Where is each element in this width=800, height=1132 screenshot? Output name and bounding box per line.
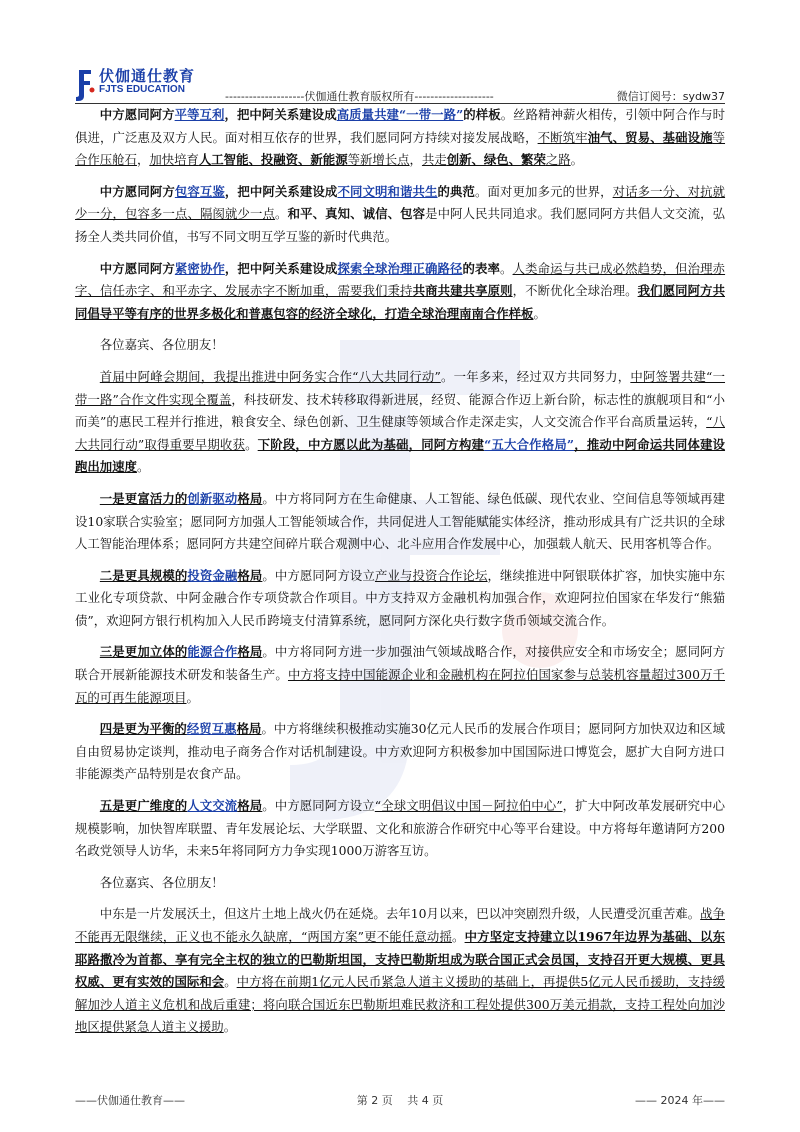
text-run: 五是更广维度的: [99, 798, 188, 814]
paragraph: [75, 903, 725, 1039]
text-run: 。: [452, 929, 465, 944]
wechat-account: 微信订阅号：sydw37: [616, 90, 725, 103]
text-run: 中阿签署共建“一带一路”合作文件实现全覆盖: [75, 368, 726, 407]
text-run: 和平、真知、诚信、包容: [287, 206, 426, 222]
text-run: 中方愿同阿方: [99, 260, 175, 276]
paragraph: [75, 258, 725, 326]
text-run: ，推动中阿命运共同体建设跑出加速度: [75, 436, 726, 475]
text-run: 是中阿人民共同追求。我们愿同阿方共倡人文交流，弘扬全人类共同价值，书写不同文明互学互鉴的新时代典范。: [75, 206, 726, 244]
text-run: 格局: [237, 644, 263, 660]
text-run: ，继续推进中阿银联体扩容，加快实施中东工业化专项贷款、中阿金融合作专项贷款合作项目。中方支持双方金融机构加强合作，欢迎阿拉伯国家在华发行“熊猫债”，欢迎阿方银行机构加入人民币跨境支付清算系统，愿同阿方深化央行数字货币领域交流合作。: [75, 567, 726, 628]
text-run: 共走: [421, 152, 447, 168]
text-run: “全球文明倡议中国－阿拉伯中心”: [374, 798, 563, 814]
copyright-notice: --------------------伏伽通仕教育版权所有--------------------: [225, 90, 494, 103]
text-run: 。一年多来，经过双方共同努力，: [440, 368, 631, 384]
text-run: 中方将在前期1亿元人民币紧急人道主义援助的基础上，再提供5亿元人民币援助，支持缓解加沙人道主义危机和战后重建；将向联合国近东巴勒斯坦难民救济和工程处提供300万美元捐款，支持工程处向加沙地区提供紧急人道主义援助: [75, 974, 725, 1035]
document-body: [75, 104, 725, 1048]
text-run: 格局: [237, 490, 263, 506]
text-run: 。中方将同阿方进一步加强油气领域战略合作，对接供应安全和市场安全；愿同阿方联合开展新能源技术研发和装备生产。: [75, 644, 726, 683]
text-run: 等合作压舱石: [75, 129, 726, 168]
text-run: 格局: [237, 567, 263, 583]
text-run: 中方坚定支持建立以1967年边界为基础、以东耶路撒冷为首都、享有完全主权的独立的巴勒斯坦国，支持巴勒斯坦成为联合国正式会员国，支持召开更大规模、更具权威、更有实效的国际和会: [75, 929, 726, 990]
text-run: ，不断优化全球治理。: [512, 283, 638, 299]
paragraph: [75, 104, 725, 172]
page-footer: [75, 1092, 725, 1110]
text-run: 。: [186, 689, 199, 705]
text-run: 中方愿同阿方: [99, 107, 175, 122]
text-run: 。中方将同阿方在生命健康、人工智能、绿色低碳、现代农业、空间信息等领域再建设10家联合实验室；愿同阿方加强人工智能领域合作，共同促进人工智能赋能实体经济，推动形成具有广泛共识的全球人工智能治理体系；愿同阿方共建空间碎片联合观测中心、北斗应用合作发展中心，加强载人航天、民用客机等合作。: [75, 490, 726, 552]
text-run: “五大合作格局”: [484, 436, 575, 452]
text-run: 平等有序的世界多极化和普惠包容的经济全球化: [112, 305, 373, 321]
text-run: 。中方将继续积极推动实施30亿元人民币的发展合作项目；愿同阿方加快双边和区域自由贸易协定谈判，推动电子商务合作对话机制建设。中方欢迎阿方积极参加中国国际进口博览会，愿扩大自阿方进口非能源类产品特别是农食产品。: [75, 721, 725, 782]
text-run: 首届中阿峰会期间，我提出推进中阿务实合作“八大共同行动”: [99, 368, 441, 384]
logo-chinese-name: 伏伽通仕教育: [99, 67, 196, 85]
text-run: 。: [224, 974, 237, 990]
text-run: ，把中阿关系建设成: [224, 183, 338, 199]
text-run: 的样板: [463, 107, 501, 122]
text-run: 人工智能、投融资、新能源: [198, 152, 348, 168]
logo-icon: [75, 68, 95, 102]
paragraph: [75, 488, 725, 556]
text-run: 下阶段，中方愿以此为基础，同阿方构建: [257, 436, 485, 452]
text-run: 。丝路精神薪火相传，引领中阿合作与时俱进，广泛惠及双方人民。面对相互依存的世界，我们愿同阿方持续对接发展战略，: [75, 107, 726, 145]
footer-year: —— 2024 年——: [635, 1094, 725, 1107]
text-run: 创新、绿色、繁荣: [446, 152, 546, 168]
text-run: 。面对更加多元的世界，: [475, 183, 613, 199]
text-run: 。: [223, 1019, 237, 1035]
text-run: 各位嘉宾、各位朋友！: [99, 337, 224, 353]
page-header: [75, 60, 725, 102]
text-run: 油气、贸易、基础设施: [587, 129, 713, 145]
text-run: 产业与投资合作论坛: [374, 567, 488, 583]
text-run: 我们愿同阿方共同倡导: [75, 283, 726, 321]
text-run: 。: [533, 305, 546, 321]
paragraph: [75, 366, 725, 479]
text-run: 。: [136, 459, 150, 475]
page-number: 第 2 页 共 4 页: [356, 1094, 444, 1107]
text-run: ，: [136, 152, 150, 168]
text-run: 战争不能再无限继续，正义也不能永久缺席，“两国方案”更不能任意动摇: [75, 906, 725, 944]
text-run: 经贸互惠: [186, 721, 237, 737]
text-run: 紧密协作: [174, 260, 225, 276]
paragraph: [75, 565, 725, 633]
paragraph: [75, 334, 725, 357]
text-run: 加快培育: [149, 152, 199, 168]
text-run: 平等互利: [174, 107, 225, 122]
text-run: 等新增长点: [347, 152, 410, 168]
text-run: ，: [409, 152, 422, 168]
text-run: 探索全球治理正确路径: [337, 260, 463, 276]
text-run: 之路: [545, 152, 571, 168]
text-run: 中东是一片发展沃土，但这片土地上战火仍在延烧。去年10月以来，巴以冲突剧烈升级，人民遭受沉重苦难。: [99, 906, 701, 922]
text-run: 格局: [237, 798, 263, 814]
text-run: ，把中阿关系建设成: [224, 260, 338, 276]
text-run: 。: [245, 436, 258, 452]
text-run: 不同文明和谐共生: [337, 183, 438, 199]
text-run: 的典范: [437, 183, 476, 199]
text-run: ，把中阿关系建设成: [224, 107, 337, 122]
text-run: 二是更具规模的: [99, 567, 188, 583]
text-run: 。: [570, 152, 584, 168]
text-run: 的表率: [462, 260, 501, 276]
text-run: ，科技研发、技术转移取得新进展，经贸、能源合作迈上新台阶，标志性的旗舰项目和“小而美”的惠民工程并行推进，粮食安全、绿色创新、卫生健康等领域合作走深走实，人文交流合作平台高质量运转，: [75, 391, 725, 430]
text-run: 能源合作: [187, 644, 238, 660]
text-run: ，打造全球治理南南合作样板: [372, 305, 534, 321]
paragraph: [75, 718, 725, 786]
text-run: 。: [500, 260, 513, 276]
text-run: 四是更为平衡的: [99, 721, 187, 737]
text-run: ，扩大中阿改革发展研究中心规模影响，加快智库联盟、青年发展论坛、大学联盟、文化和旅游合作研究中心等平台建设。中方将每年邀请阿方200名政党领导人访华，未来5年将同阿方力争实现1000万游客互访。: [75, 798, 726, 859]
text-run: 人文交流: [187, 798, 238, 814]
text-run: 对话多一分、对抗就少一分，包容多一点、隔阂就少一点: [75, 183, 726, 222]
text-run: 中方愿同阿方: [99, 183, 175, 199]
logo-english-name: FJTS EDUCATION: [99, 84, 185, 95]
text-run: “八大共同行动”取得重要早期收获: [75, 414, 725, 452]
text-run: 。中方愿同阿方设立: [262, 798, 375, 814]
paragraph: [75, 181, 725, 249]
text-run: 投资金融: [187, 567, 238, 583]
paragraph: [75, 641, 725, 709]
text-run: 三是更加立体的: [99, 644, 188, 660]
text-run: 各位嘉宾、各位朋友！: [99, 874, 224, 890]
text-run: 共商共建共享原则: [412, 283, 513, 299]
text-run: 不断筑牢: [537, 129, 588, 145]
text-run: 创新驱动: [187, 490, 238, 506]
paragraph: [75, 795, 725, 863]
paragraph: [75, 872, 725, 895]
text-run: 。中方愿同阿方设立: [262, 567, 375, 583]
text-run: 人类命运与共已成必然趋势，但治理赤字、信任赤字、和平赤字、发展赤字不断加重，需要我们秉持: [75, 260, 726, 299]
text-run: 。: [275, 206, 288, 222]
text-run: 高质量共建“一带一路”: [336, 107, 464, 122]
text-run: 包容互鉴: [174, 183, 225, 199]
text-run: 中方将支持中国能源企业和金融机构在阿拉伯国家参与总装机容量超过300万千瓦的可再生能源项目: [75, 667, 726, 705]
text-run: 一是更富活力的: [99, 490, 188, 506]
footer-publisher: ——伏伽通仕教育——: [75, 1094, 185, 1107]
text-run: 格局: [236, 721, 262, 737]
